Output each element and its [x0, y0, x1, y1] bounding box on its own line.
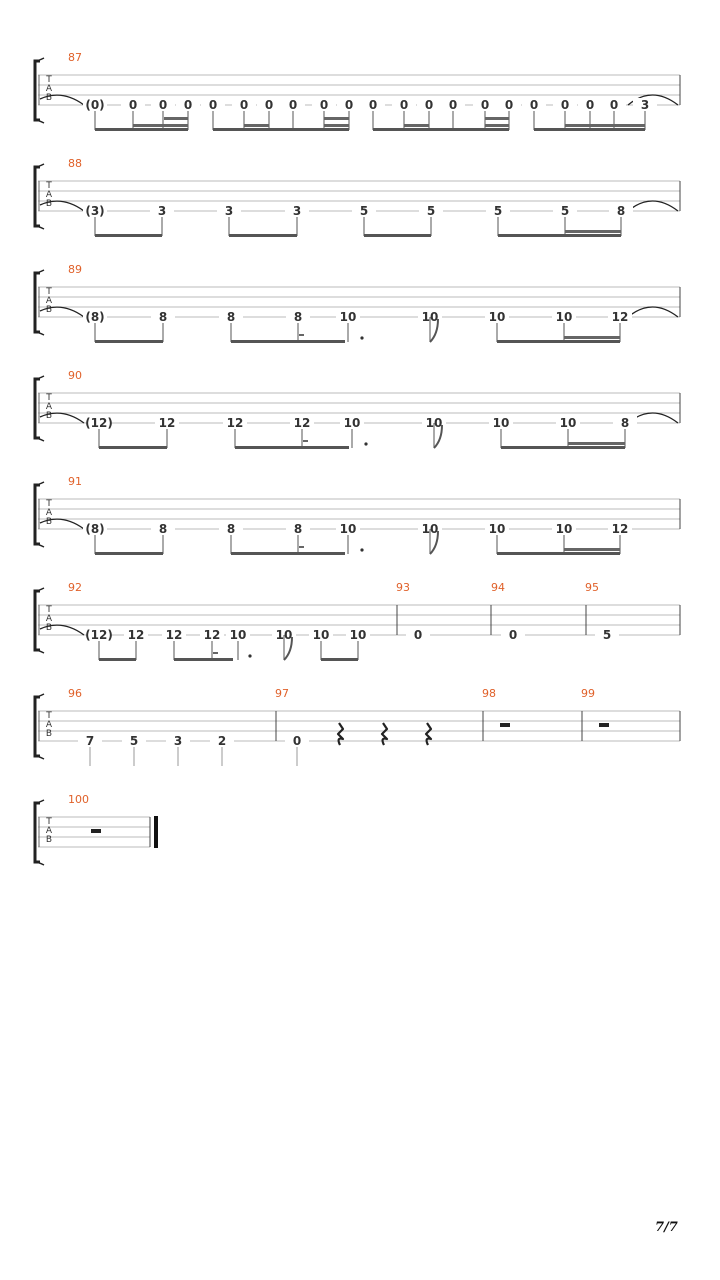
fret-number: 5	[560, 204, 570, 218]
beam	[497, 552, 620, 555]
tab-clef-letter: B	[45, 93, 53, 103]
tab-clef-letter: A	[45, 296, 53, 306]
fret-number: 10	[339, 310, 357, 324]
fret-number: 10	[229, 628, 247, 642]
tab-clef-letter: A	[45, 826, 53, 836]
fret-number: 0	[529, 98, 539, 112]
quarter-rest	[426, 723, 431, 745]
fret-number: 12	[158, 416, 176, 430]
fret-number: 0	[480, 98, 490, 112]
fret-number: 0	[292, 734, 302, 748]
tab-clef-letter: A	[45, 508, 53, 518]
measure-number: 100	[68, 793, 89, 806]
beam	[364, 234, 431, 237]
fret-number: (8)	[85, 310, 105, 324]
fret-number: 10	[559, 416, 577, 430]
beam-secondary	[565, 124, 590, 127]
beam	[95, 340, 163, 343]
fret-number: 0	[448, 98, 458, 112]
measure-number: 94	[491, 581, 505, 594]
sixteenth-rest-mark	[299, 546, 304, 548]
measure-number: 96	[68, 687, 82, 700]
beam	[95, 234, 162, 237]
beam	[497, 340, 620, 343]
tab-clef-letter: T	[46, 605, 52, 615]
measure-number: 88	[68, 157, 82, 170]
beam	[231, 552, 345, 555]
fret-number: (12)	[85, 628, 113, 642]
measure-number: 92	[68, 581, 82, 594]
fret-number: 0	[585, 98, 595, 112]
tab-clef-letter: T	[46, 817, 52, 827]
tab-clef-letter: A	[45, 720, 53, 730]
beam	[321, 658, 358, 661]
fret-number: 0	[368, 98, 378, 112]
beam-secondary	[485, 117, 509, 120]
beam	[235, 446, 349, 449]
beam	[229, 234, 297, 237]
beam	[231, 340, 345, 343]
sixteenth-rest-mark	[303, 440, 308, 442]
fret-number: 3	[157, 204, 167, 218]
tab-clef-letter: B	[45, 623, 53, 633]
tab-clef-letter: B	[45, 835, 53, 845]
fret-number: 10	[421, 310, 439, 324]
tab-clef-letter: A	[45, 84, 53, 94]
fret-number: 10	[339, 522, 357, 536]
fret-number: (0)	[85, 98, 105, 112]
tab-clef-letter: A	[45, 190, 53, 200]
beam	[174, 658, 233, 661]
tab-clef-letter: A	[45, 614, 53, 624]
beam	[498, 234, 621, 237]
tie-out-arc	[628, 307, 678, 317]
fret-number: 8	[620, 416, 630, 430]
tab-clef-letter: T	[46, 393, 52, 403]
beam	[213, 128, 349, 131]
measure-number: 87	[68, 51, 82, 64]
fret-number: 0	[504, 98, 514, 112]
tab-clef-letter: B	[45, 305, 53, 315]
fret-number: 10	[349, 628, 367, 642]
fret-number: 3	[224, 204, 234, 218]
fret-number: 8	[293, 522, 303, 536]
fret-number: 12	[203, 628, 221, 642]
measure-number: 90	[68, 369, 82, 382]
beam-secondary	[564, 336, 620, 339]
beam-secondary	[324, 117, 349, 120]
fret-number: (3)	[85, 204, 105, 218]
fret-number: 5	[426, 204, 436, 218]
tab-clef-letter: B	[45, 517, 53, 527]
barline-final-thick	[154, 816, 158, 848]
fret-number: 10	[312, 628, 330, 642]
measure-number: 98	[482, 687, 496, 700]
fret-number: 0	[508, 628, 518, 642]
fret-number: 5	[359, 204, 369, 218]
fret-number: 0	[288, 98, 298, 112]
measure-number: 97	[275, 687, 289, 700]
measure-number: 89	[68, 263, 82, 276]
fret-number: 8	[226, 522, 236, 536]
fret-number: 0	[319, 98, 329, 112]
beam	[501, 446, 625, 449]
rhythm-dot	[360, 548, 363, 551]
tie-out-arc	[628, 201, 678, 211]
beam-secondary	[590, 124, 645, 127]
fret-number: 10	[555, 522, 573, 536]
sixteenth-rest-mark	[213, 652, 218, 654]
beam	[373, 128, 509, 131]
sixteenth-rest-mark	[299, 334, 304, 336]
measure-number: 99	[581, 687, 595, 700]
fret-number: 0	[183, 98, 193, 112]
fret-number: 0	[399, 98, 409, 112]
fret-number: 12	[165, 628, 183, 642]
beam-secondary	[133, 124, 188, 127]
fret-number: 0	[158, 98, 168, 112]
fret-number: 5	[602, 628, 612, 642]
fret-number: 10	[343, 416, 361, 430]
fret-number: 8	[158, 522, 168, 536]
fret-number: 3	[292, 204, 302, 218]
tab-clef-letter: B	[45, 729, 53, 739]
beam-secondary	[565, 230, 621, 233]
whole-rest	[599, 723, 609, 727]
fret-number: 0	[560, 98, 570, 112]
rhythm-dot	[364, 442, 367, 445]
beam-secondary	[164, 117, 188, 120]
fret-number: 8	[226, 310, 236, 324]
rhythm-dot	[248, 654, 251, 657]
fret-number: 7	[85, 734, 95, 748]
fret-number: 12	[611, 310, 629, 324]
whole-rest	[500, 723, 510, 727]
tab-clef-letter: T	[46, 711, 52, 721]
fret-number: 8	[616, 204, 626, 218]
fret-number: 10	[488, 310, 506, 324]
beam-secondary	[485, 124, 509, 127]
beam-secondary	[324, 124, 349, 127]
page-number: 7/7	[655, 1220, 678, 1235]
fret-number: 0	[128, 98, 138, 112]
fret-number: 0	[239, 98, 249, 112]
beam-secondary	[404, 124, 429, 127]
tab-clef-letter: T	[46, 181, 52, 191]
fret-number: 0	[609, 98, 619, 112]
measure-number: 95	[585, 581, 599, 594]
fret-number: 2	[217, 734, 227, 748]
beam	[95, 128, 188, 131]
rhythm-dot	[360, 336, 363, 339]
fret-number: 5	[493, 204, 503, 218]
fret-number: 10	[492, 416, 510, 430]
beam	[95, 552, 163, 555]
tab-clef-letter: A	[45, 402, 53, 412]
fret-number: 12	[611, 522, 629, 536]
fret-number: (8)	[85, 522, 105, 536]
beam	[99, 446, 167, 449]
beam-secondary	[244, 124, 269, 127]
beam-secondary	[568, 442, 625, 445]
fret-number: 10	[421, 522, 439, 536]
fret-number: 12	[127, 628, 145, 642]
tab-clef-letter: T	[46, 499, 52, 509]
quarter-rest	[338, 723, 343, 745]
tab-clef-letter: B	[45, 199, 53, 209]
fret-number: 0	[344, 98, 354, 112]
fret-number: 12	[293, 416, 311, 430]
tab-clef-letter: T	[46, 75, 52, 85]
fret-number: 0	[264, 98, 274, 112]
fret-number: 0	[413, 628, 423, 642]
whole-rest	[91, 829, 101, 833]
fret-number: 10	[425, 416, 443, 430]
fret-number: (12)	[85, 416, 113, 430]
fret-number: 8	[293, 310, 303, 324]
fret-number: 5	[129, 734, 139, 748]
measure-number: 93	[396, 581, 410, 594]
fret-number: 10	[555, 310, 573, 324]
quarter-rest	[382, 723, 387, 745]
tab-clef-letter: B	[45, 411, 53, 421]
fret-number: 3	[640, 98, 650, 112]
fret-number: 8	[158, 310, 168, 324]
fret-number: 12	[226, 416, 244, 430]
fret-number: 10	[488, 522, 506, 536]
measure-number: 91	[68, 475, 82, 488]
beam	[534, 128, 645, 131]
beam-secondary	[564, 548, 620, 551]
fret-number: 10	[275, 628, 293, 642]
tab-clef-letter: T	[46, 287, 52, 297]
fret-number: 0	[208, 98, 218, 112]
fret-number: 3	[173, 734, 183, 748]
fret-number: 0	[424, 98, 434, 112]
beam	[99, 658, 136, 661]
